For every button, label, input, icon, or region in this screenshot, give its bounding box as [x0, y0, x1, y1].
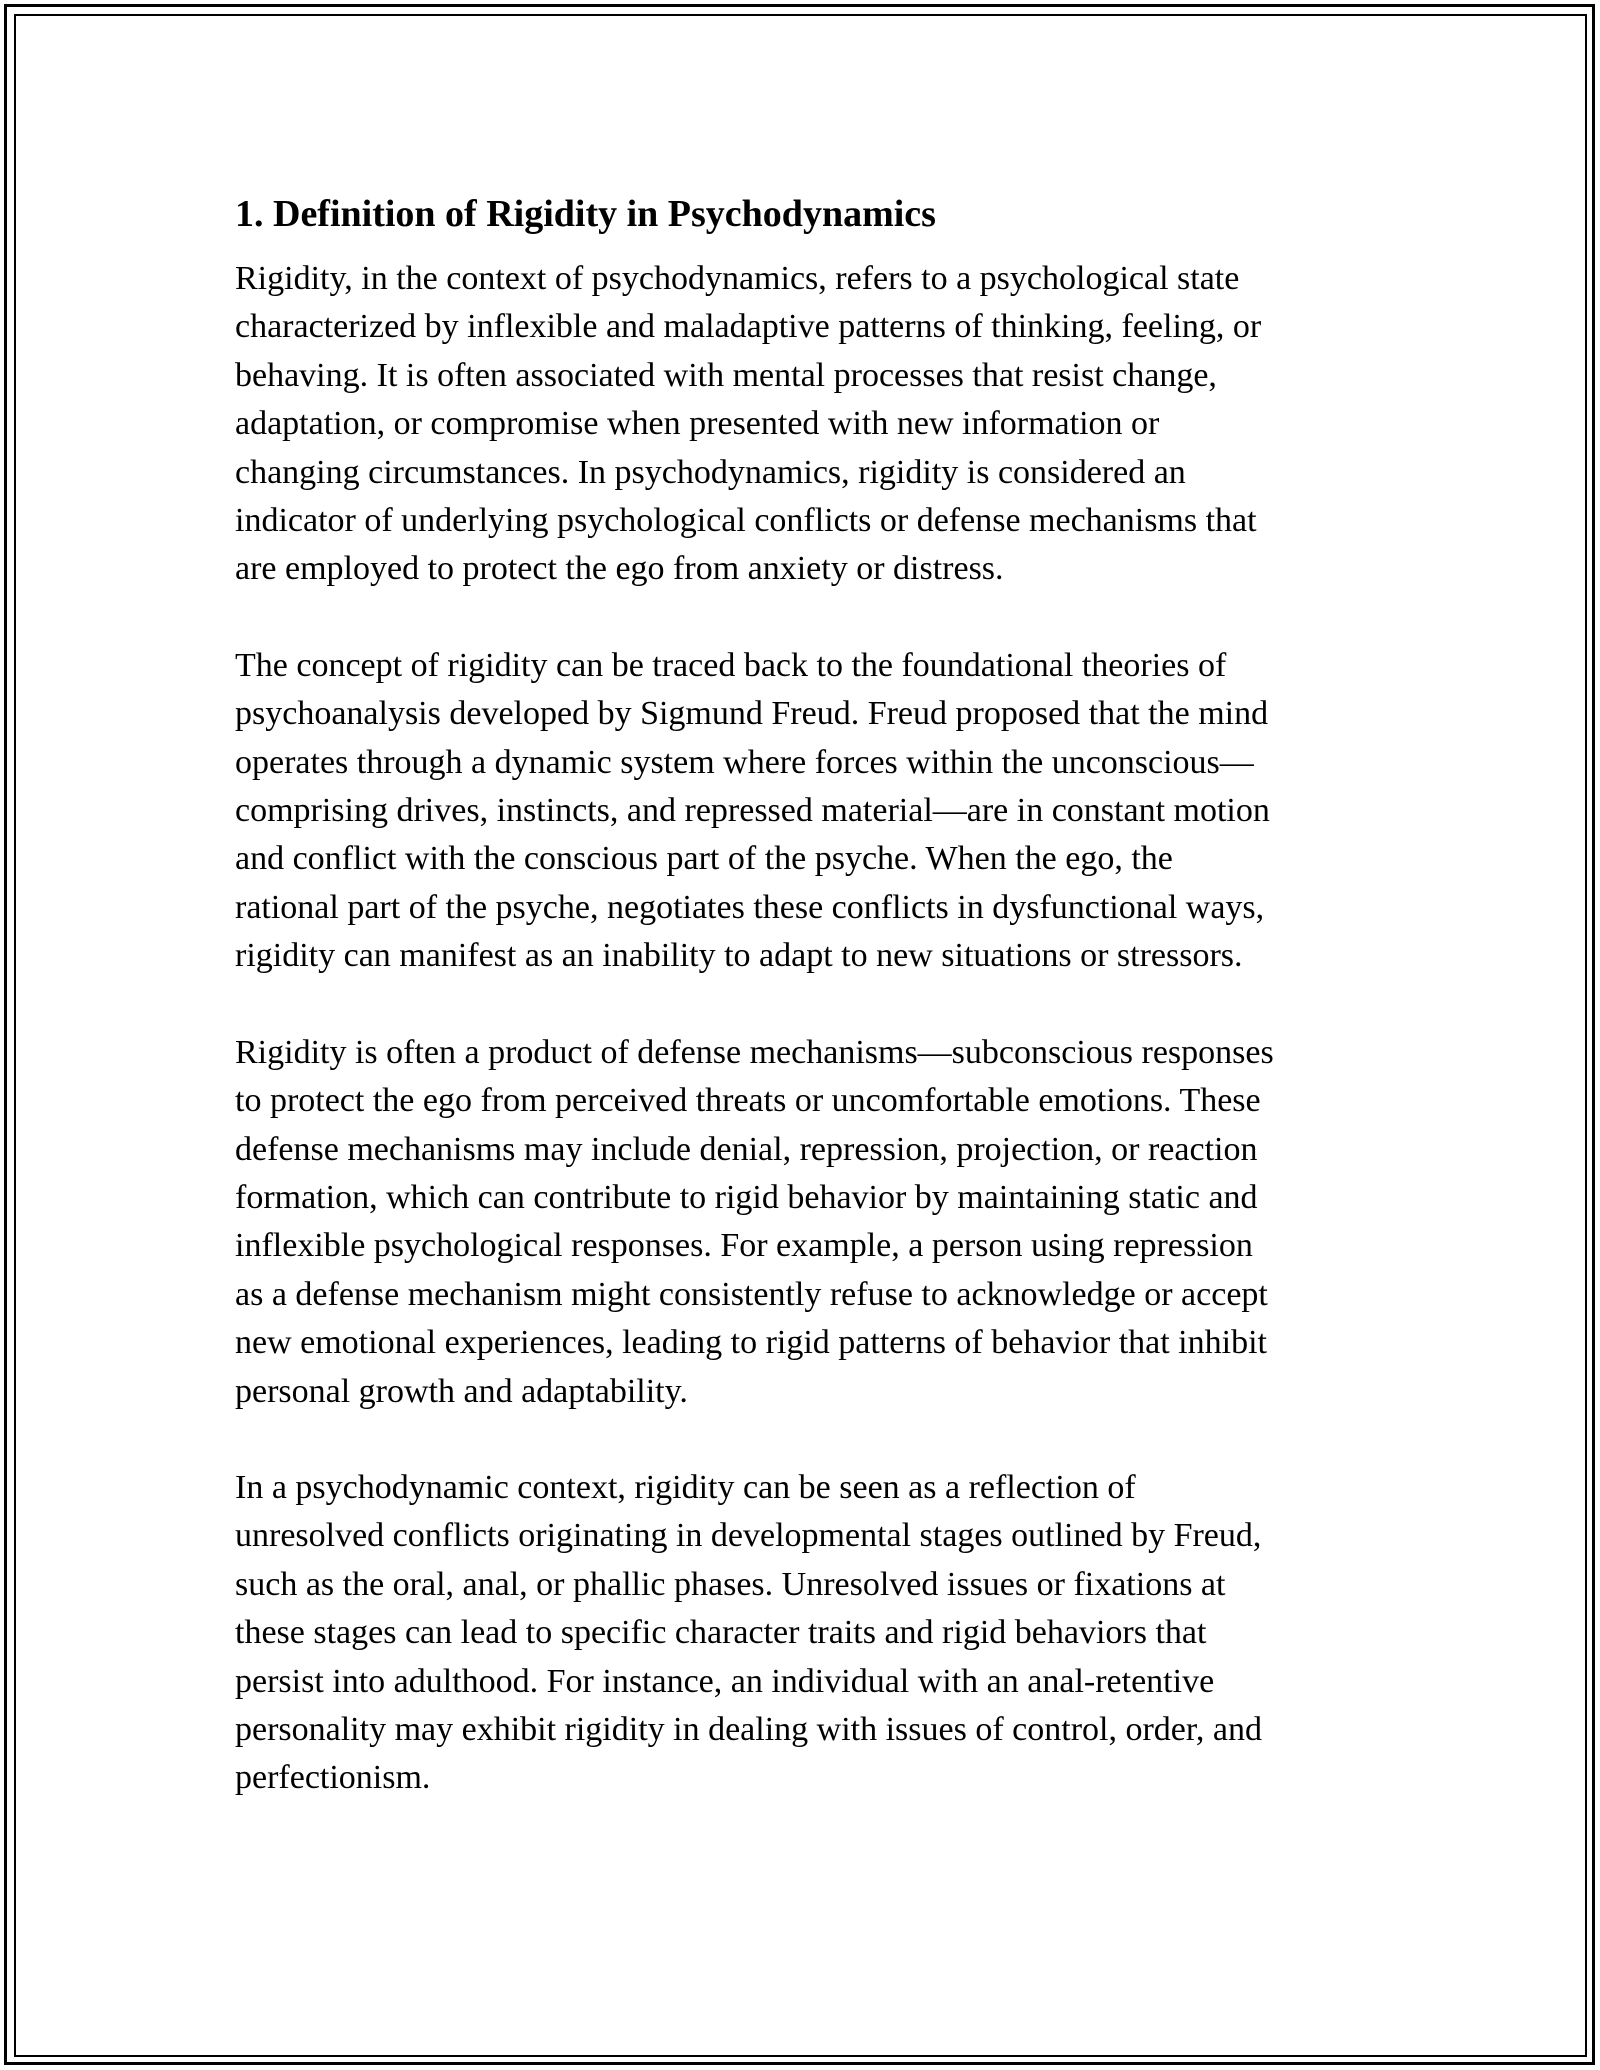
paragraph-line: adaptation, or compromise when presented with new information or — [235, 405, 1160, 443]
paragraph-line: rigidity can manifest as an inability to adapt to new situations or stressors. — [235, 937, 1243, 975]
document-page — [235, 185, 1375, 1851]
paragraph-line: changing circumstances. In psychodynamics, rigidity is considered an — [235, 453, 1186, 491]
paragraph — [235, 1029, 1375, 1416]
paragraph-line: perfectionism. — [235, 1759, 431, 1797]
paragraph-line: formation, which can contribute to rigid behavior by maintaining static and — [235, 1178, 1258, 1216]
paragraph-line: operates through a dynamic system where forces within the unconscious— — [235, 743, 1254, 781]
paragraph-line: and conflict with the conscious part of the psyche. When the ego, the — [235, 840, 1173, 878]
paragraph-line: characterized by inflexible and maladaptive patterns of thinking, feeling, or — [235, 308, 1262, 346]
paragraph-line: indicator of underlying psychological conflicts or defense mechanisms that — [235, 502, 1257, 540]
paragraph — [235, 255, 1375, 594]
paragraph-line: rational part of the psyche, negotiates these conflicts in dysfunctional ways, — [235, 888, 1265, 926]
paragraph-line: comprising drives, instincts, and repressed material—are in constant motion — [235, 792, 1270, 830]
paragraph-line: persist into adulthood. For instance, an individual with an anal-retentive — [235, 1662, 1215, 1700]
paragraph-line: The concept of rigidity can be traced back to the foundational theories of — [235, 646, 1227, 684]
paragraph-line: Rigidity, in the context of psychodynamics, refers to a psychological state — [235, 260, 1240, 297]
document-body — [235, 255, 1375, 1803]
paragraph-line: new emotional experiences, leading to rigid patterns of behavior that inhibit — [235, 1324, 1267, 1362]
paragraph-line: personal growth and adaptability. — [235, 1372, 688, 1410]
paragraph — [235, 1464, 1375, 1803]
paragraph-line: unresolved conflicts originating in developmental stages outlined by Freud, — [235, 1517, 1262, 1555]
paragraph-line: to protect the ego from perceived threats or uncomfortable emotions. These — [235, 1082, 1261, 1120]
paragraph-line: Rigidity is often a product of defense mechanisms—subconscious responses — [235, 1033, 1274, 1071]
paragraph-line: behaving. It is often associated with mental processes that resist change, — [235, 356, 1217, 394]
paragraph-line: psychoanalysis developed by Sigmund Freud. Freud proposed that the mind — [235, 695, 1269, 733]
paragraph-line: as a defense mechanism might consistently refuse to acknowledge or accept — [235, 1275, 1268, 1313]
section-heading: 1. Definition of Rigidity in Psychodynamics — [235, 193, 936, 235]
paragraph-line: personality may exhibit rigidity in dealing with issues of control, order, and — [235, 1710, 1262, 1748]
paragraph-line: inflexible psychological responses. For example, a person using repression — [235, 1227, 1253, 1265]
paragraph-line: In a psychodynamic context, rigidity can be seen as a reflection of — [235, 1468, 1136, 1506]
paragraph-line: are employed to protect the ego from anxiety or distress. — [235, 550, 1004, 588]
paragraph-line: defense mechanisms may include denial, repression, projection, or reaction — [235, 1130, 1258, 1168]
paragraph-line: such as the oral, anal, or phallic phases. Unresolved issues or fixations at — [235, 1565, 1226, 1603]
paragraph-line: these stages can lead to specific character traits and rigid behaviors that — [235, 1614, 1207, 1652]
paragraph — [235, 642, 1375, 981]
